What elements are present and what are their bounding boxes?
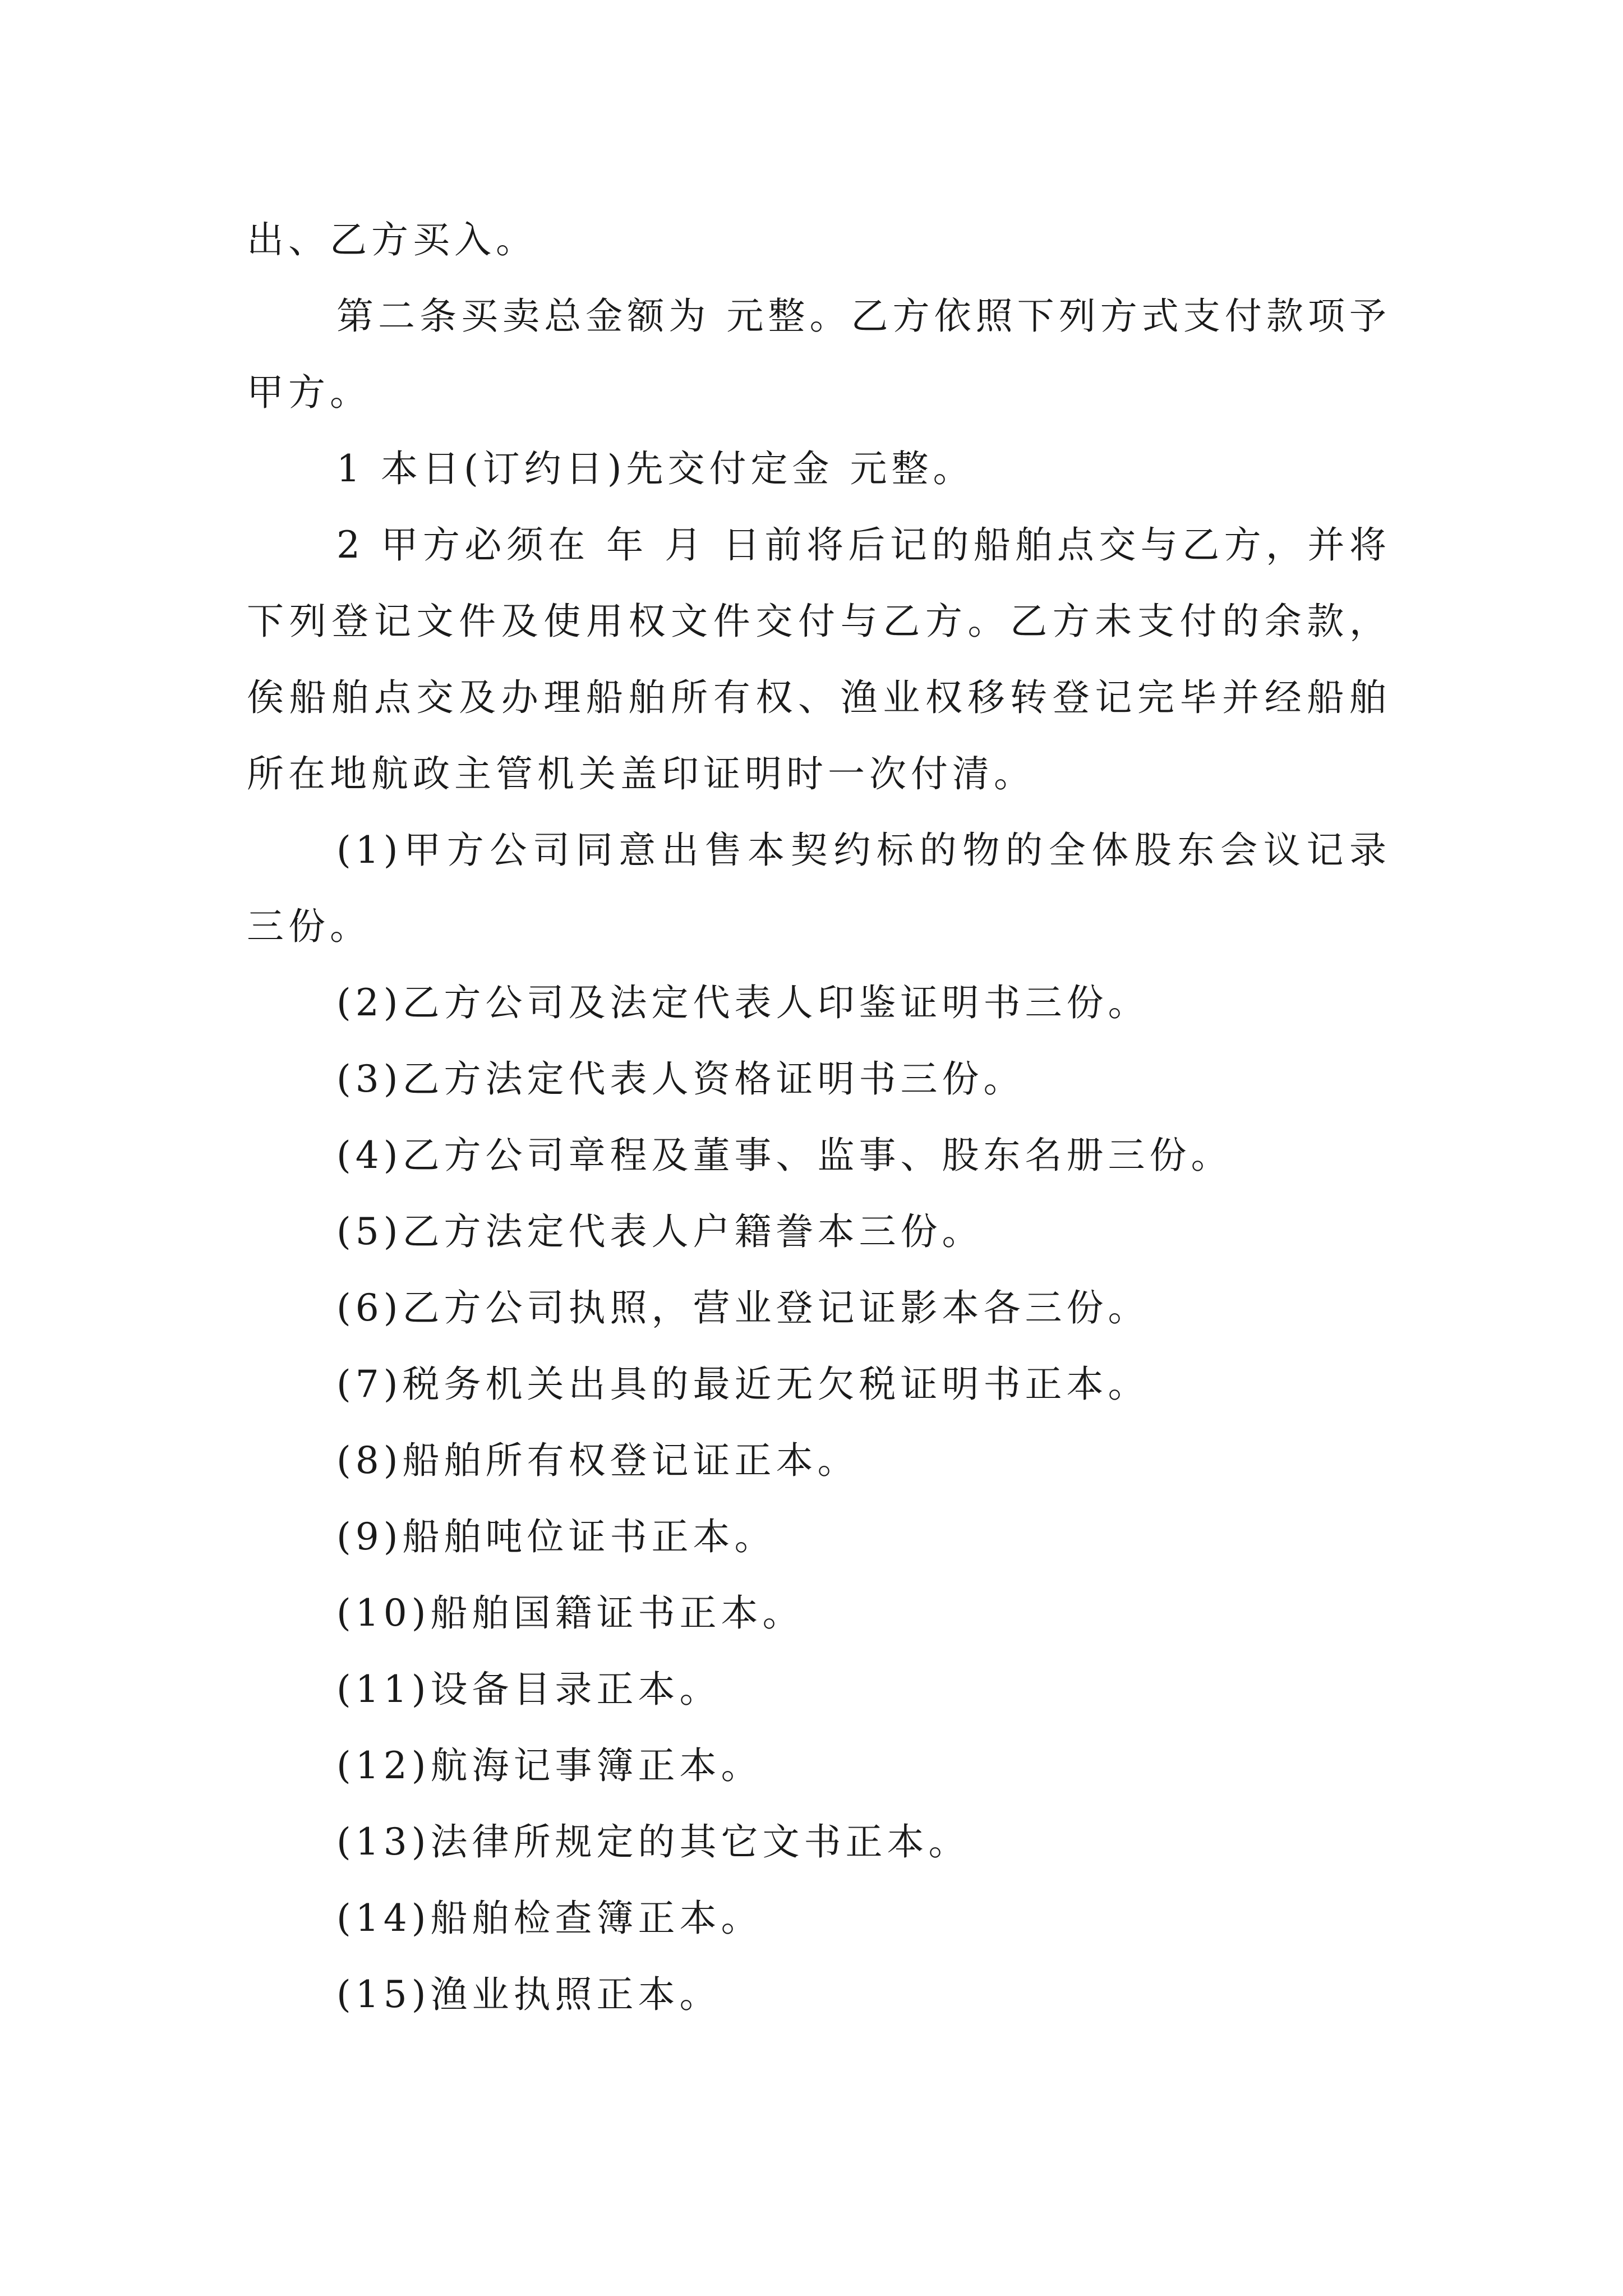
list-item-5: (5)乙方法定代表人户籍誊本三份。 [336, 1210, 984, 1253]
list-item-2: (2)乙方公司及法定代表人印鉴证明书三份。 [336, 981, 1150, 1024]
list-item-1: (1)甲方公司同意出售本契约标的物的全体股东会议记录三份。 [247, 829, 1391, 948]
list-item-13: (13)法律所规定的其它文书正本。 [336, 1820, 970, 1864]
list-item-15: (15)渔业执照正本。 [336, 1973, 721, 2016]
list-item-8: (8)船舶所有权登记证正本。 [336, 1439, 859, 1482]
list-item-11: (11)设备目录正本。 [336, 1668, 721, 1711]
list-item-6: (6)乙方公司执照，营业登记证影本各三份。 [336, 1286, 1150, 1329]
list-item-4: (4)乙方公司章程及董事、监事、股东名册三份。 [336, 1134, 1233, 1177]
list-item-10: (10)船舶国籍证书正本。 [336, 1591, 804, 1635]
document-body [247, 202, 1391, 2033]
paragraph-item-1: 1 本日(订约日)先交付定金 元整。 [336, 447, 975, 490]
list-item-14: (14)船舶检查簿正本。 [336, 1897, 763, 1940]
paragraph-article-2: 第二条买卖总金额为 元整。乙方依照下列方式支付款项予甲方。 [247, 295, 1391, 414]
list-item-7: (7)税务机关出具的最近无欠税证明书正本。 [336, 1363, 1150, 1406]
list-item-9: (9)船舶吨位证书正本。 [336, 1515, 776, 1558]
list-item-12: (12)航海记事簿正本。 [336, 1744, 763, 1787]
paragraph-item-2: 2 甲方必须在 年 月 日前将后记的船舶点交与乙方，并将下列登记文件及使用权文件交付与乙方。乙方未支付的余款，俟船舶点交及办理船舶所有权、渔业权移转登记完毕并经船舶所在地航政主管机关盖印证明时一次付清。 [247, 523, 1391, 795]
list-item-3: (3)乙方法定代表人资格证明书三份。 [336, 1057, 1025, 1101]
paragraph-continuation: 出、乙方买入。 [247, 218, 537, 261]
